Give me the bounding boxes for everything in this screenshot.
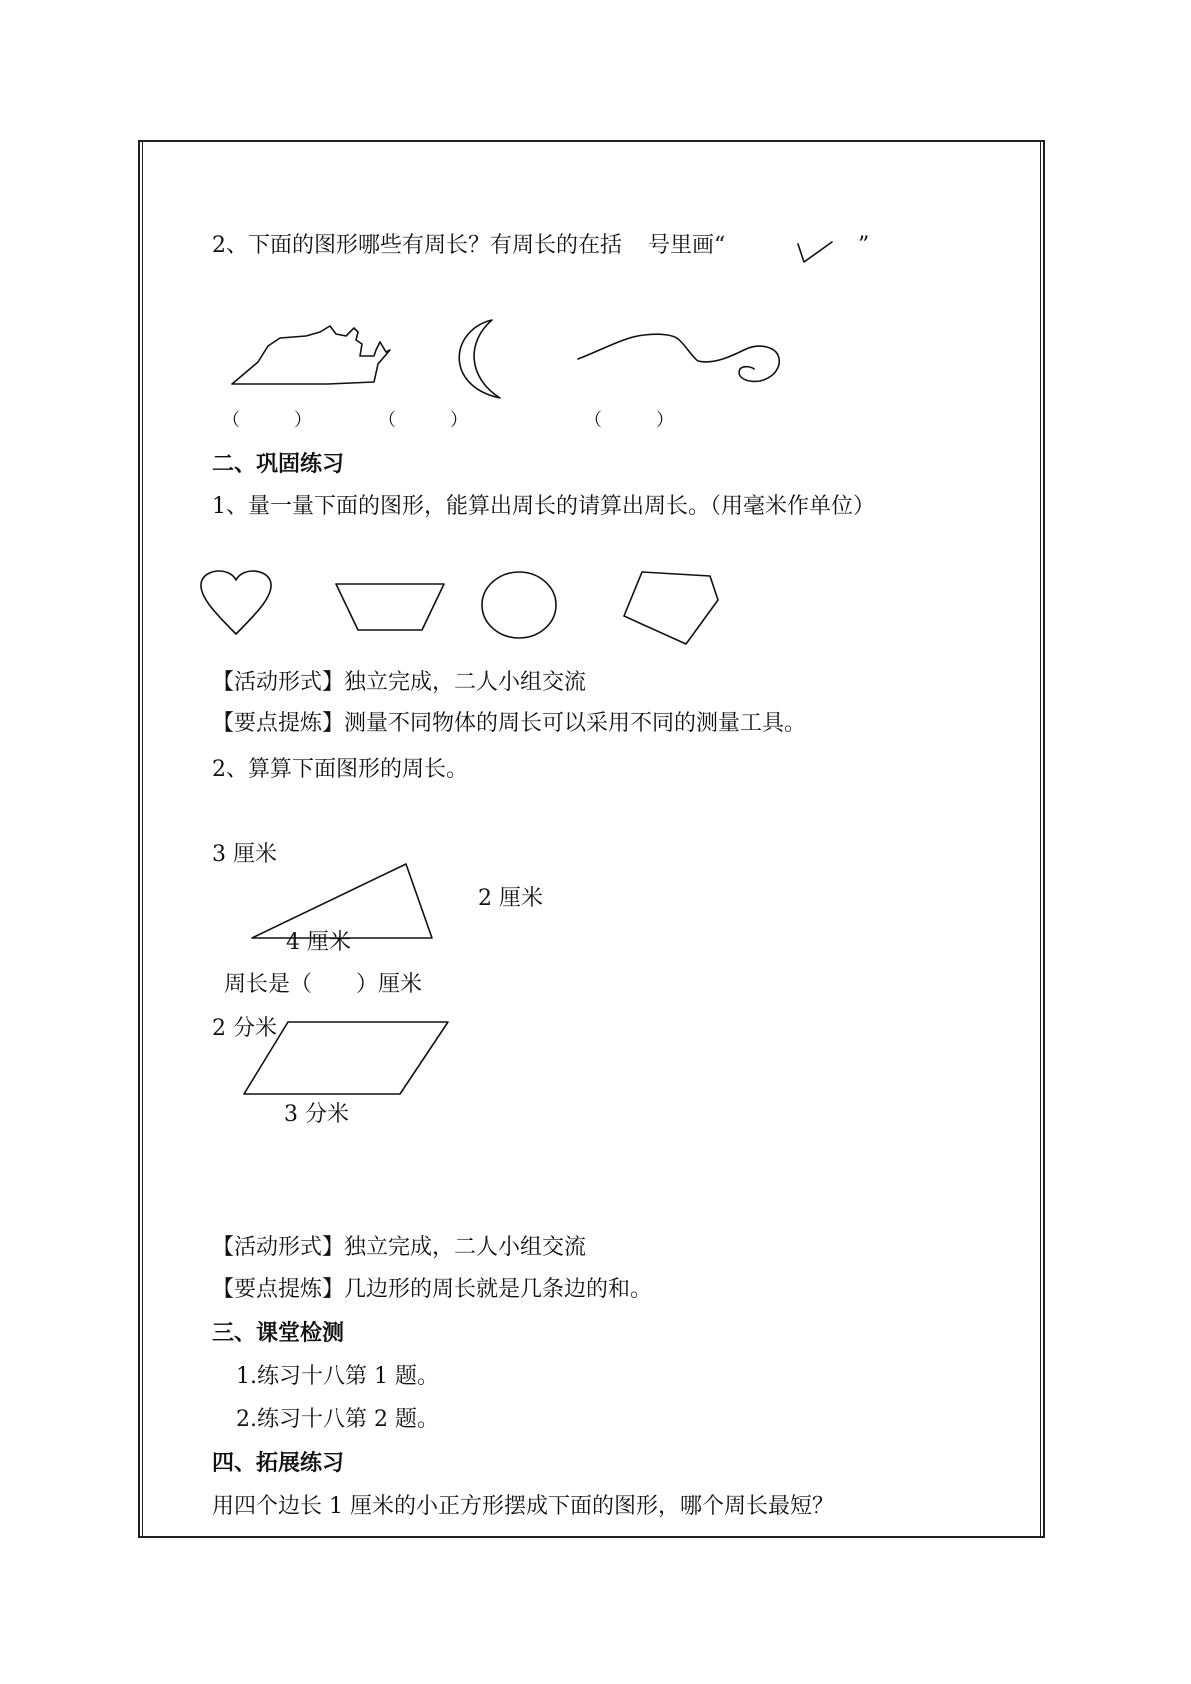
section-title: 三、课堂检测	[212, 1321, 345, 1346]
triangle-side-label: 3 厘米	[212, 842, 277, 867]
q2-text-after: 号里画“	[648, 233, 726, 258]
answer-bracket: （ ）	[584, 410, 674, 431]
list-item: 1.练习十八第 1 题。	[236, 1364, 439, 1389]
trapezoid-shape	[332, 580, 448, 634]
section-title: 四、拓展练习	[212, 1451, 345, 1476]
triangle-side-label: 4 厘米	[286, 930, 351, 955]
perimeter-answer-blank: 周长是（ ）厘米	[224, 972, 423, 997]
irregular-closed-shape	[228, 320, 398, 390]
answer-bracket: （ ）	[378, 410, 468, 431]
key-point: 【要点提炼】几边形的周长就是几条边的和。	[212, 1277, 653, 1302]
right-border	[1043, 140, 1045, 1538]
question-text: 1、量一量下面的图形，能算出周长的请算出周长。（用毫米作单位）	[212, 494, 875, 519]
left-border	[138, 140, 140, 1538]
parallelogram-shape	[242, 1018, 452, 1098]
section-title: 二、巩固练习	[212, 452, 345, 477]
right-border-inner	[1040, 140, 1041, 1538]
q2-close-quote: ”	[858, 233, 870, 258]
top-border	[138, 140, 1045, 142]
crescent-moon-shape	[440, 316, 510, 402]
triangle-side-label: 2 厘米	[478, 886, 543, 911]
activity-format: 【活动形式】独立完成，二人小组交流	[212, 670, 587, 695]
heart-shape	[196, 566, 276, 638]
parallelogram-side-label: 3 分米	[284, 1102, 349, 1127]
check-icon	[794, 236, 840, 266]
pentagon-shape	[620, 566, 724, 648]
q2-text-before: 2、下面的图形哪些有周长？有周长的在括	[212, 233, 622, 258]
q2-text	[212, 233, 725, 259]
activity-format: 【活动形式】独立完成，二人小组交流	[212, 1235, 587, 1260]
circle-shape	[480, 570, 558, 640]
question-text: 用四个边长 1 厘米的小正方形摆成下面的图形，哪个周长最短？	[212, 1494, 834, 1519]
list-item: 2.练习十八第 2 题。	[236, 1407, 439, 1432]
question-text: 2、算算下面图形的周长。	[212, 757, 468, 782]
bottom-border	[138, 1536, 1045, 1538]
parallelogram-side-label: 2 分米	[212, 1016, 277, 1041]
answer-bracket: （ ）	[222, 410, 312, 431]
key-point: 【要点提炼】测量不同物体的周长可以采用不同的测量工具。	[212, 711, 807, 736]
open-curve-shape	[574, 325, 784, 387]
left-border-inner	[142, 140, 143, 1538]
